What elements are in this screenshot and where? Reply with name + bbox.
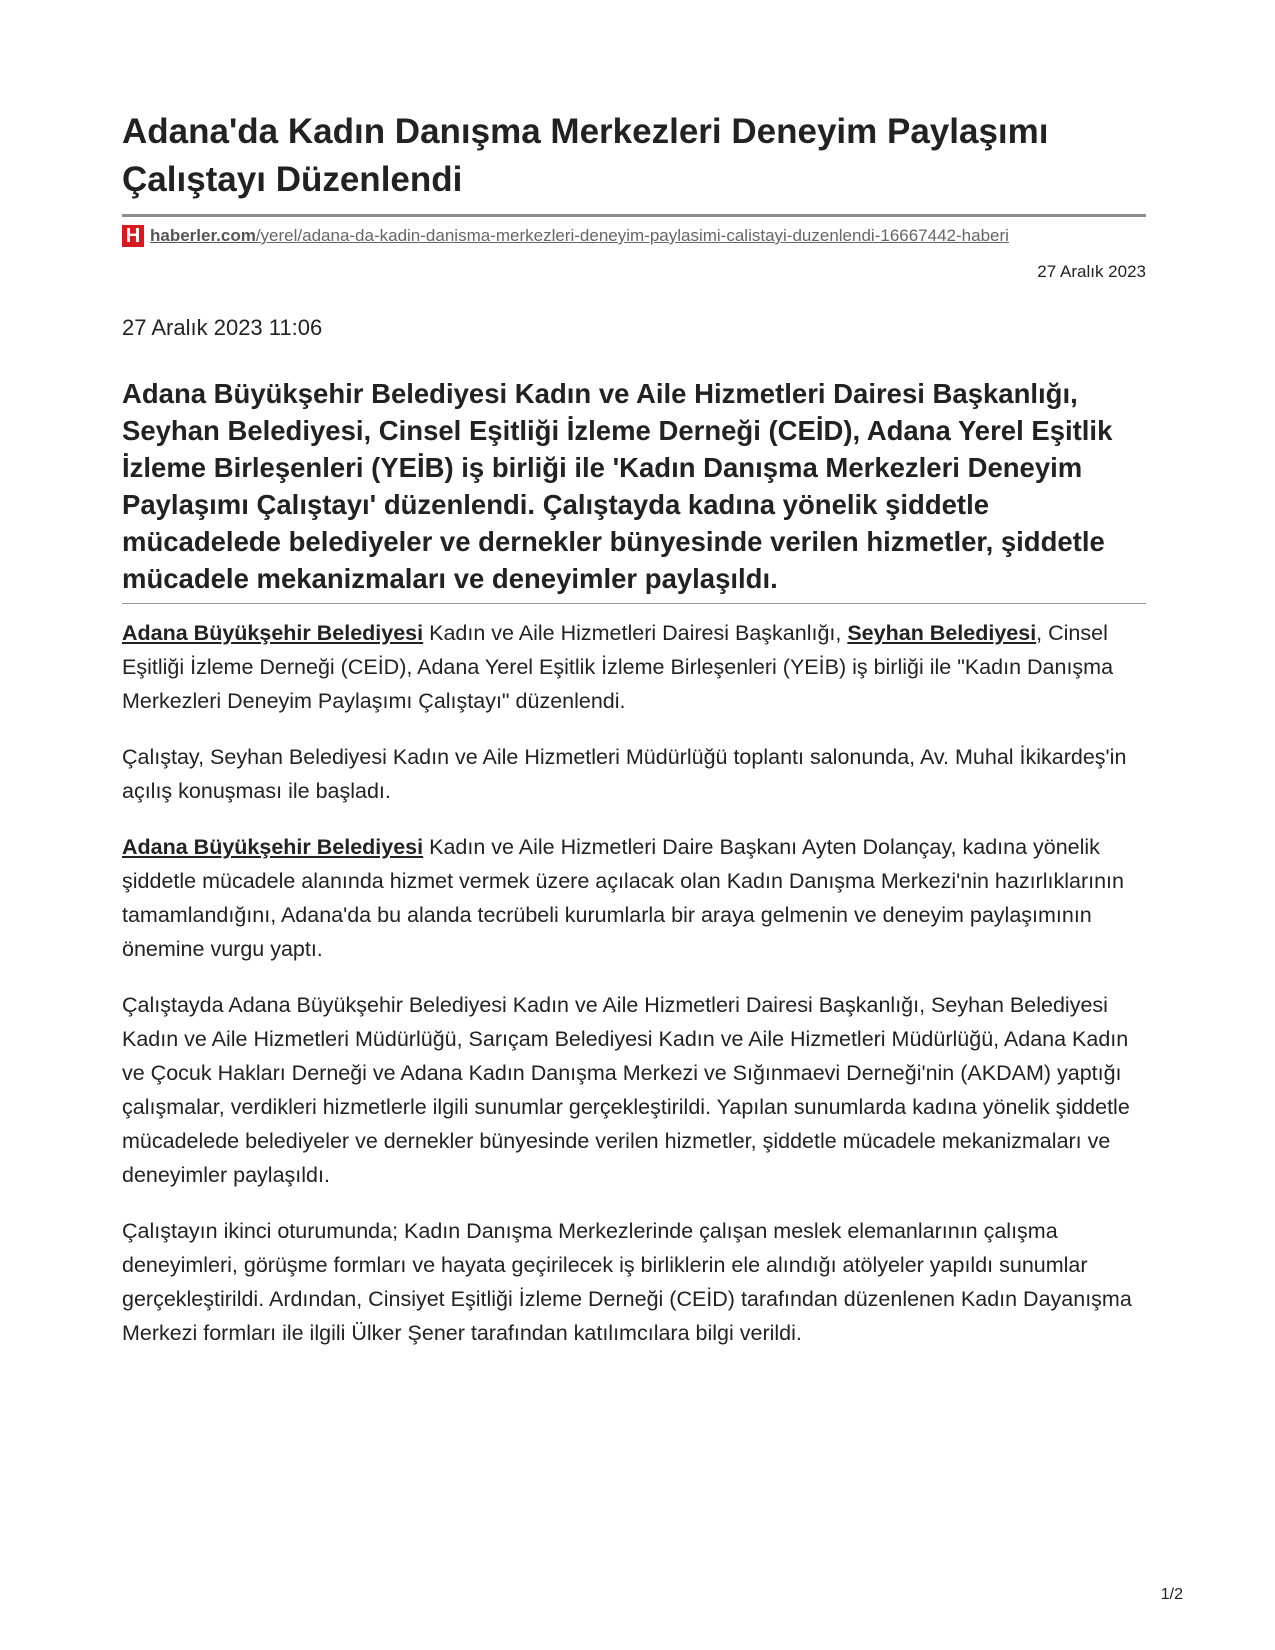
paragraph-2: Çalıştay, Seyhan Belediyesi Kadın ve Aile Hizmetleri Müdürlüğü toplantı salonunda, Av. Muhal İkikardeş'in açılış konuşması ile başladı. [122,745,1127,803]
paragraph-5: Çalıştayın ikinci oturumunda; Kadın Danışma Merkezlerinde çalışan meslek elemanlarının çalışma deneyimleri, görüşme formları ve hayata geçirilecek iş birliklerin ele alındığı atölyeler yapıldı sunumlar gerçekleştirildi. Ardından, Cinsiyet Eşitliği İzleme Derneği (CEİD) tarafından düzenlenen Kadın Dayanışma Merkezi formları ile ilgili Ülker Şener tarafından katılımcılara bilgi verildi. [122,1219,1132,1345]
article-page [122,108,1146,1350]
source-domain-link[interactable]: haberler.com [150,226,256,245]
link-adana-buyuksehir[interactable]: Adana Büyükşehir Belediyesi [122,621,424,645]
capture-date: 27 Aralık 2023 [1037,262,1146,281]
article-title: Adana'da Kadın Danışma Merkezleri Deneyim Paylaşımı Çalıştayı Düzenlendi [122,112,1049,199]
article-lead: Adana Büyükşehir Belediyesi Kadın ve Aile Hizmetleri Dairesi Başkanlığı, Seyhan Belediyesi, Cinsel Eşitliği İzleme Derneği (CEİD), Adana Yerel Eşitlik İzleme Birleşenleri (YEİB) iş birliği ile 'Kadın Danışma Merkezleri Deneyim Paylaşımı Çalıştayı' düzenlendi. Çalıştayda kadına yönelik şiddetle mücadelede belediyeler ve dernekler bünyesinde verilen hizmetler, şiddetle mücadele mekanizmaları ve deneyimler paylaşıldı. [122,378,1113,594]
title-divider [122,214,1146,217]
paragraph-4: Çalıştayda Adana Büyükşehir Belediyesi Kadın ve Aile Hizmetleri Dairesi Başkanlığı, Seyhan Belediyesi Kadın ve Aile Hizmetleri Müdürlüğü, Sarıçam Belediyesi Kadın ve Aile Hizmetleri Müdürlüğü, Adana Kadın ve Çocuk Hakları Derneği ve Adana Kadın Danışma Merkezi ve Sığınmaevi Derneği'nin (AKDAM) yaptığı çalışmalar, verdikleri hizmetlerle ilgili sunumlar gerçekleştirildi. Yapılan sunumlarda kadına yönelik şiddetle mücadelede belediyeler ve dernekler bünyesinde verilen hizmetler, şiddetle mücadele mekanizmaları ve deneyimler paylaşıldı. [122,993,1130,1187]
page-number: 1/2 [1160,1586,1183,1603]
link-adana-buyuksehir-2[interactable]: Adana Büyükşehir Belediyesi [122,835,424,859]
source-row [122,223,1146,249]
publish-timestamp: 27 Aralık 2023 11:06 [122,315,323,340]
link-seyhan-belediyesi[interactable]: Seyhan Belediyesi [847,621,1037,645]
paragraph-1-text-b: , Cinsel Eşitliği İzleme Derneği (CEİD), Adana Yerel Eşitlik İzleme Birleşenleri (YEİB) iş birliği ile "Kadın Danışma Merkezleri Deneyim Paylaşımı Çalıştayı" düzenlendi. [122,621,1114,713]
lead-divider [122,603,1146,604]
haberler-logo-icon: H [122,225,144,247]
paragraph-1 [122,616,1146,718]
paragraph-3-text: Kadın ve Aile Hizmetleri Daire Başkanı Ayten Dolançay, kadına yönelik şiddetle mücadele alanında hizmet vermek üzere açılacak olan Kadın Danışma Merkezi'nin hazırlıklarının tamamlandığını, Adana'da bu alanda tecrübeli kurumlarla bir araya gelmenin ve deneyim paylaşımının önemine vurgu yaptı. [122,835,1124,961]
paragraph-3 [122,830,1146,966]
paragraph-1-text-a: Kadın ve Aile Hizmetleri Dairesi Başkanlığı, [423,621,848,645]
source-path-link[interactable]: /yerel/adana-da-kadin-danisma-merkezleri-deneyim-paylasimi-calistayi-duzenlendi-16667442-haberi [255,226,1009,245]
